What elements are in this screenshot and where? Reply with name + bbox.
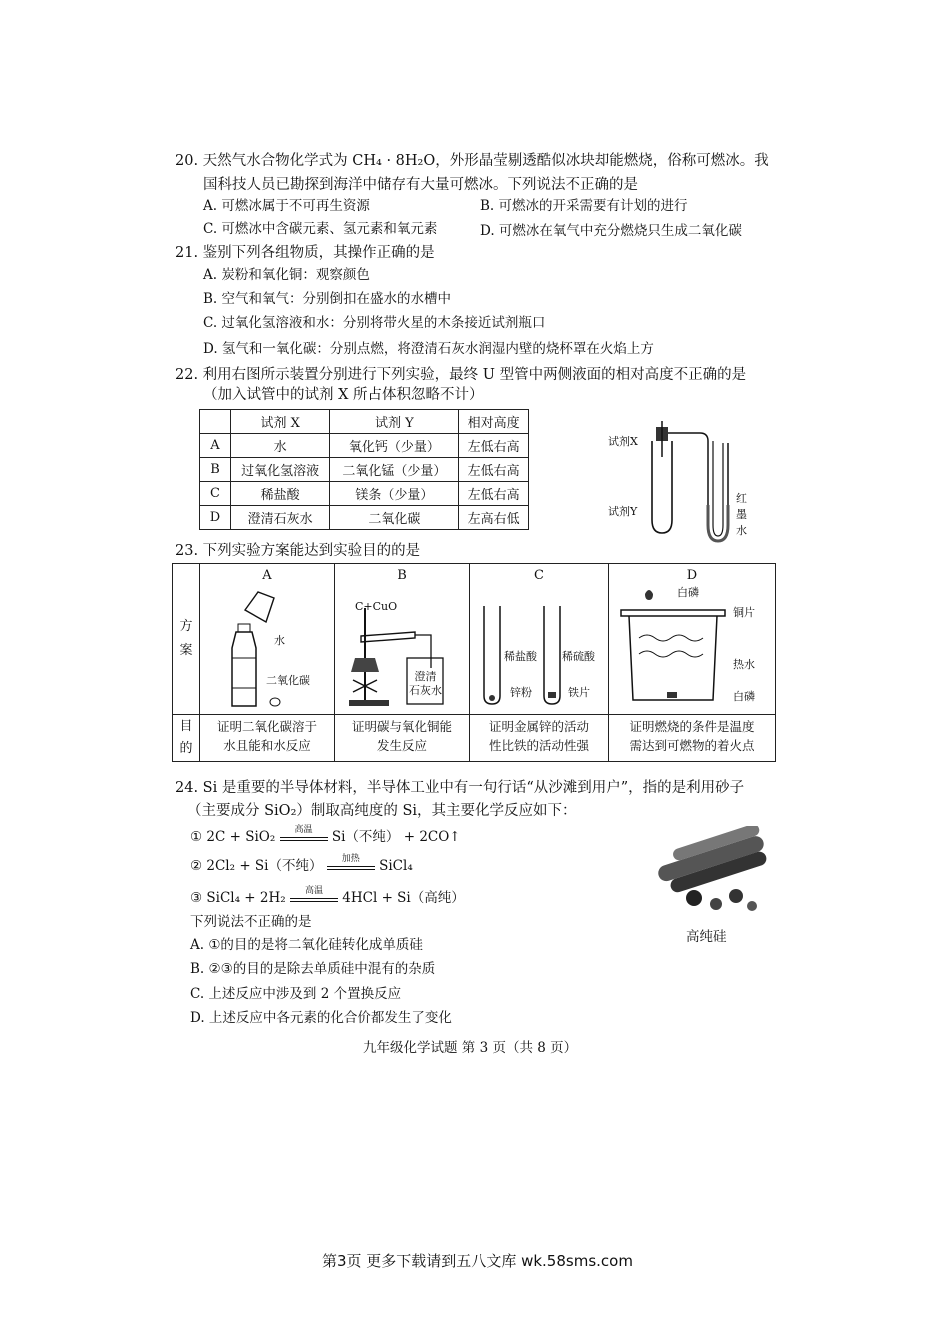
page-footer: 九年级化学试题 第 3 页（共 8 页） (363, 1040, 578, 1056)
table-cell: 左高右低 (459, 506, 529, 530)
label-co2: 二氧化碳 (266, 674, 310, 687)
row-label-purpose (173, 715, 200, 762)
eq-left: ① 2C + SiO₂ (190, 829, 276, 845)
lime-line: 澄清 (414, 670, 437, 683)
label-char: 目 (179, 719, 193, 734)
scheme-b (335, 564, 470, 715)
table-cell: 过氧化氢溶液 (231, 458, 330, 482)
ink-char: 红 (736, 492, 747, 505)
scheme-a (200, 564, 335, 715)
purpose-b (335, 715, 470, 762)
column-label-c: C (534, 568, 544, 583)
purpose-a (200, 715, 335, 762)
eq-arrow (290, 886, 338, 902)
table-cell: B (200, 458, 231, 482)
q24-option-d: D. 上述反应中各元素的化合价都发生了变化 (190, 1010, 452, 1026)
table-row (200, 482, 529, 506)
q21-option-b: B. 空气和氧气：分别倒扣在盛水的水槽中 (203, 291, 452, 307)
q22-line1: 22. 利用右图所示装置分别进行下列实验，最终 U 型管中两侧液面的相对高度不正确的是 (175, 367, 747, 383)
table-cell: A (200, 434, 231, 458)
purpose-line: 需达到可燃物的着火点 (629, 738, 755, 753)
purpose-line: 水且能和水反应 (223, 738, 311, 753)
q24-equation-2 (190, 855, 413, 877)
q24-line1: 24. Si 是重要的半导体材料，半导体工业中有一句行话“从沙滩到用户”，指的是利用砂子 (175, 780, 745, 796)
table-row (200, 434, 529, 458)
ink-char: 水 (736, 524, 747, 537)
table-cell: 二氧化锰（少量） (330, 458, 459, 482)
label-zn: 锌粉 (510, 686, 532, 699)
label-limewater (409, 670, 442, 698)
q20-option-d: D. 可燃冰在氧气中充分燃烧只生成二氧化碳 (480, 223, 742, 239)
bottle-icon (200, 588, 332, 710)
table-row (200, 458, 529, 482)
q24-line2: （主要成分 SiO₂）制取高纯度的 Si，其主要化学反应如下： (187, 803, 577, 819)
eq-right: SiCl₄ (379, 858, 413, 874)
purpose-line: 发生反应 (376, 738, 427, 753)
table-row (173, 564, 776, 715)
table-header-cell: 试剂 X (231, 410, 330, 434)
purpose-d (609, 715, 776, 762)
q24-equation-1 (190, 826, 461, 848)
q22-line2: （加入试管中的试剂 X 所占体积忽略不计） (203, 387, 484, 403)
table-cell: 稀盐酸 (231, 482, 330, 506)
table-header-cell: 试剂 Y (330, 410, 459, 434)
q20-option-b: B. 可燃冰的开采需要有计划的进行 (480, 198, 688, 214)
ink-char: 墨 (736, 508, 747, 521)
eq-right: Si（不纯） + 2CO↑ (331, 829, 461, 845)
silicon-rods-icon (650, 826, 780, 916)
purpose-line: 证明二氧化碳溶于 (216, 719, 317, 734)
table-cell: 左低右高 (459, 434, 529, 458)
label-hcl: 稀盐酸 (504, 650, 537, 663)
q24-option-c: C. 上述反应中涉及到 2 个置换反应 (190, 986, 402, 1002)
label-fe: 铁片 (568, 686, 590, 699)
eq-left: ③ SiCl₄ + 2H₂ (190, 890, 286, 906)
label-c-cuo: C+CuO (355, 600, 398, 613)
fig-label-x: 试剂X (608, 435, 638, 448)
table-cell: 二氧化碳 (330, 506, 459, 530)
scheme-c (470, 564, 609, 715)
q20-option-a: A. 可燃冰属于不可再生资源 (203, 198, 370, 214)
table-cell: 澄清石灰水 (231, 506, 330, 530)
q21-option-a: A. 炭粉和氧化铜：观察颜色 (203, 267, 370, 283)
q21-stem: 21. 鉴别下列各组物质，其操作正确的是 (175, 245, 435, 261)
label-char: 方 (179, 619, 193, 634)
eq-condition: 高温 (304, 886, 323, 896)
silicon-image (650, 826, 780, 916)
label-char: 的 (179, 741, 193, 756)
table-header-cell (200, 410, 231, 434)
table-cell: C (200, 482, 231, 506)
q21-option-c: C. 过氧化氢溶液和水：分别将带火星的木条接近试剂瓶口 (203, 315, 546, 331)
silicon-caption: 高纯硅 (686, 929, 727, 945)
q23-table (172, 563, 776, 762)
column-label-b: B (397, 568, 407, 583)
table-row (200, 506, 529, 530)
eq-condition: 高温 (294, 825, 313, 835)
eq-arrow (327, 854, 375, 870)
q24-option-a: A. ①的目的是将二氧化硅转化成单质硅 (190, 937, 423, 953)
lime-line: 石灰水 (409, 684, 442, 697)
label-water: 水 (274, 634, 285, 647)
table-cell: D (200, 506, 231, 530)
label-hot-water: 热水 (733, 658, 755, 671)
q20-line1: 20. 天然气水合物化学式为 CH₄ · 8H₂O，外形晶莹剔透酷似冰块却能燃烧，俗称可燃冰。我 (175, 153, 769, 169)
table-cell: 镁条（少量） (330, 482, 459, 506)
scheme-d (609, 564, 776, 715)
eq-left: ② 2Cl₂ + Si（不纯） (190, 858, 323, 874)
q24-ask: 下列说法不正确的是 (190, 914, 312, 930)
q24-option-b: B. ②③的目的是除去单质硅中混有的杂质 (190, 961, 436, 977)
purpose-line: 性比铁的活动性强 (488, 738, 589, 753)
q20-line2: 国科技人员已勘探到海洋中储存有大量可燃冰。下列说法不正确的是 (203, 177, 638, 193)
label-white-phosphorus-top: 白磷 (677, 586, 699, 599)
q22-apparatus-figure (600, 415, 780, 555)
q21-option-d: D. 氢气和一氧化碳：分别点燃，将澄清石灰水润湿内壁的烧杯罩在火焰上方 (203, 341, 654, 357)
purpose-line: 证明金属锌的活动 (488, 719, 589, 734)
eq-arrow (280, 825, 328, 841)
label-copper: 铜片 (733, 606, 755, 619)
q20-option-c: C. 可燃冰中含碳元素、氢元素和氧元素 (203, 221, 438, 237)
table-header-cell: 相对高度 (459, 410, 529, 434)
table-row (173, 715, 776, 762)
purpose-c (470, 715, 609, 762)
q24-equation-3 (190, 887, 465, 909)
purpose-line: 证明燃烧的条件是温度 (629, 719, 755, 734)
row-label-scheme (173, 564, 200, 715)
eq-condition: 加热 (341, 854, 360, 864)
table-cell: 左低右高 (459, 458, 529, 482)
q22-table (199, 409, 529, 530)
label-h2so4: 稀硫酸 (562, 650, 595, 663)
table-cell: 氧化钙（少量） (330, 434, 459, 458)
column-label-a: A (262, 568, 272, 583)
label-white-phosphorus-bottom: 白磷 (733, 690, 755, 703)
purpose-line: 证明碳与氧化铜能 (351, 719, 452, 734)
download-line: 第3页 更多下载请到五八文库 wk.58sms.com (322, 1252, 633, 1270)
q23-stem: 23. 下列实验方案能达到实验目的的是 (175, 543, 421, 559)
table-header-row (200, 410, 529, 434)
fig-label-y: 试剂Y (608, 505, 638, 518)
fig-label-ink (736, 491, 747, 539)
label-char: 案 (179, 643, 193, 658)
table-cell: 左低右高 (459, 482, 529, 506)
table-cell: 水 (231, 434, 330, 458)
eq-right: 4HCl + Si（高纯） (342, 890, 465, 906)
column-label-d: D (686, 568, 698, 583)
